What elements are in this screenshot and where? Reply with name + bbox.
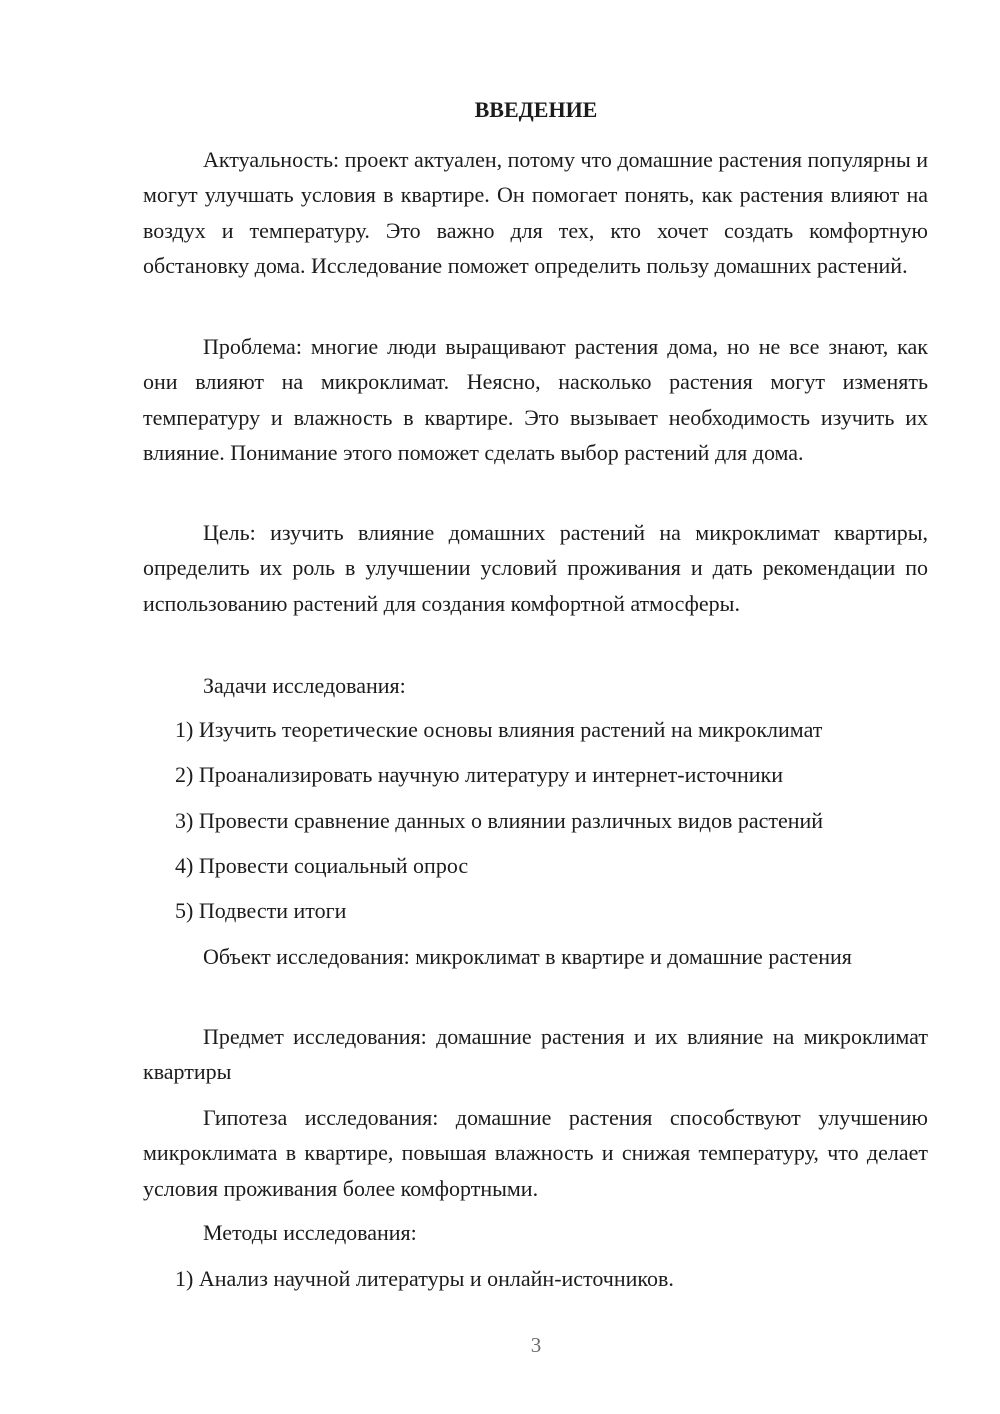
- method-item: 1) Анализ научной литературы и онлайн-источников.: [175, 1266, 674, 1291]
- page-title: ВВЕДЕНИЕ: [474, 97, 598, 122]
- subject-paragraph: Предмет исследования: домашние растения и их влияние на микроклимат квартиры: [143, 1024, 928, 1085]
- task-item: 5) Подвести итоги: [175, 898, 347, 923]
- tasks-heading: Задачи исследования:: [203, 673, 406, 698]
- problem-paragraph: Проблема: многие люди выращивают растения дома, но не все знают, как они влияют на микроклимат. Неясно, насколько растения могут изменять температуру и влажность в квартире. Это вызывает необходимость изучить их влияние. Понимание этого поможет сделать выбор растений для дома.: [143, 334, 928, 465]
- task-item: 4) Провести социальный опрос: [175, 853, 469, 878]
- object-paragraph: Объект исследования: микроклимат в квартире и домашние растения: [203, 944, 852, 969]
- task-item: 1) Изучить теоретические основы влияния растений на микроклимат: [175, 717, 823, 742]
- goal-paragraph: Цель: изучить влияние домашних растений на микроклимат квартиры, определить их роль в улучшении условий проживания и дать рекомендации по использованию растений для создания комфортной атмосферы.: [143, 520, 928, 616]
- methods-heading: Методы исследования:: [203, 1220, 417, 1245]
- hypothesis-paragraph: Гипотеза исследования: домашние растения способствуют улучшению микроклимата в квартире, повышая влажность и снижая температуру, что делает условия проживания более комфортными.: [143, 1105, 928, 1201]
- page-number: 3: [530, 1333, 542, 1357]
- relevance-paragraph: Актуальность: проект актуален, потому что домашние растения популярны и могут улучшать условия в квартире. Он помогает понять, как растения влияют на воздух и температуру. Это важно для тех, кто хочет создать комфортную обстановку дома. Исследование поможет определить пользу домашних растений.: [143, 147, 928, 278]
- task-item: 2) Проанализировать научную литературу и интернет-источники: [175, 762, 783, 787]
- task-item: 3) Провести сравнение данных о влиянии различных видов растений: [175, 808, 824, 833]
